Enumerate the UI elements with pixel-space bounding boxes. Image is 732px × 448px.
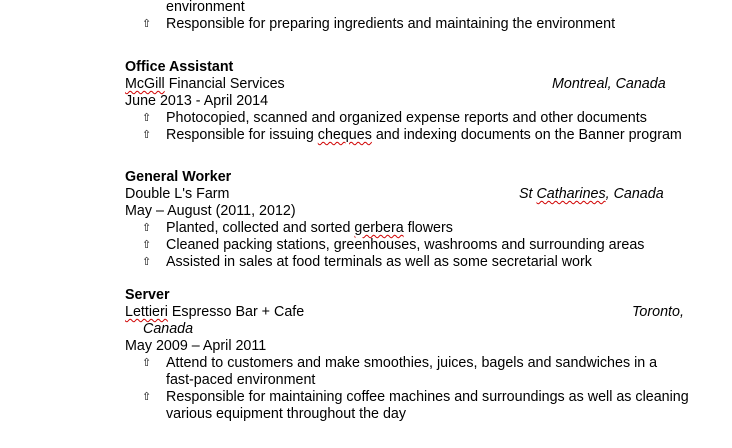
bullet-arrow-icon: ⇧	[142, 112, 152, 124]
bullet-text: Cleaned packing stations, greenhouses, washrooms and surrounding areas	[166, 237, 645, 253]
bullet-text: Photocopied, scanned and organized expense reports and other documents	[166, 110, 647, 126]
company-name: Lettieri Espresso Bar + Cafe	[125, 304, 305, 320]
job-title: Office Assistant	[125, 59, 234, 75]
continuation-text: environment	[166, 0, 245, 15]
job-title: General Worker	[125, 169, 232, 185]
company-name: McGill Financial Services	[125, 76, 285, 92]
job-location: Toronto,	[632, 304, 684, 320]
job-location-continued: Canada	[143, 321, 194, 337]
bullet-text: Planted, collected and sorted gerbera flowers	[166, 220, 453, 236]
bullet-arrow-icon: ⇧	[142, 18, 152, 30]
bullet-arrow-icon: ⇧	[142, 256, 152, 268]
bullet-text: Attend to customers and make smoothies, juices, bagels and sandwiches in a	[166, 355, 658, 371]
bullet-arrow-icon: ⇧	[142, 239, 152, 251]
misspelled-word[interactable]: cheques	[317, 127, 372, 143]
bullet-text: Assisted in sales at food terminals as well as some secretarial work	[166, 254, 592, 270]
job-dates: May 2009 – April 2011	[125, 338, 267, 354]
bullet-text-continued: fast-paced environment	[166, 372, 316, 388]
job-dates: May – August (2011, 2012)	[125, 203, 296, 219]
misspelled-word[interactable]: Lettieri	[125, 304, 168, 320]
job-dates: June 2013 - April 2014	[125, 93, 269, 109]
bullet-arrow-icon: ⇧	[142, 129, 152, 141]
bullet-text-continued: various equipment throughout the day	[166, 406, 407, 422]
bullet-text: Responsible for preparing ingredients and maintaining the environment	[166, 16, 616, 32]
misspelled-word[interactable]: McGill	[125, 76, 165, 92]
job-location: Montreal, Canada	[552, 76, 666, 92]
misspelled-word[interactable]: gerbera	[354, 220, 404, 236]
bullet-arrow-icon: ⇧	[142, 222, 152, 234]
bullet-text: Responsible for maintaining coffee machines and surroundings as well as cleaning	[166, 389, 689, 405]
bullet-arrow-icon: ⇧	[142, 357, 152, 369]
bullet-text: Responsible for issuing cheques and indexing documents on the Banner program	[166, 127, 682, 143]
misspelled-word[interactable]: Catharines	[536, 186, 606, 202]
company-name: Double L's Farm	[125, 186, 230, 202]
job-location: St Catharines, Canada	[519, 186, 664, 202]
bullet-arrow-icon: ⇧	[142, 391, 152, 403]
job-title: Server	[125, 287, 170, 303]
